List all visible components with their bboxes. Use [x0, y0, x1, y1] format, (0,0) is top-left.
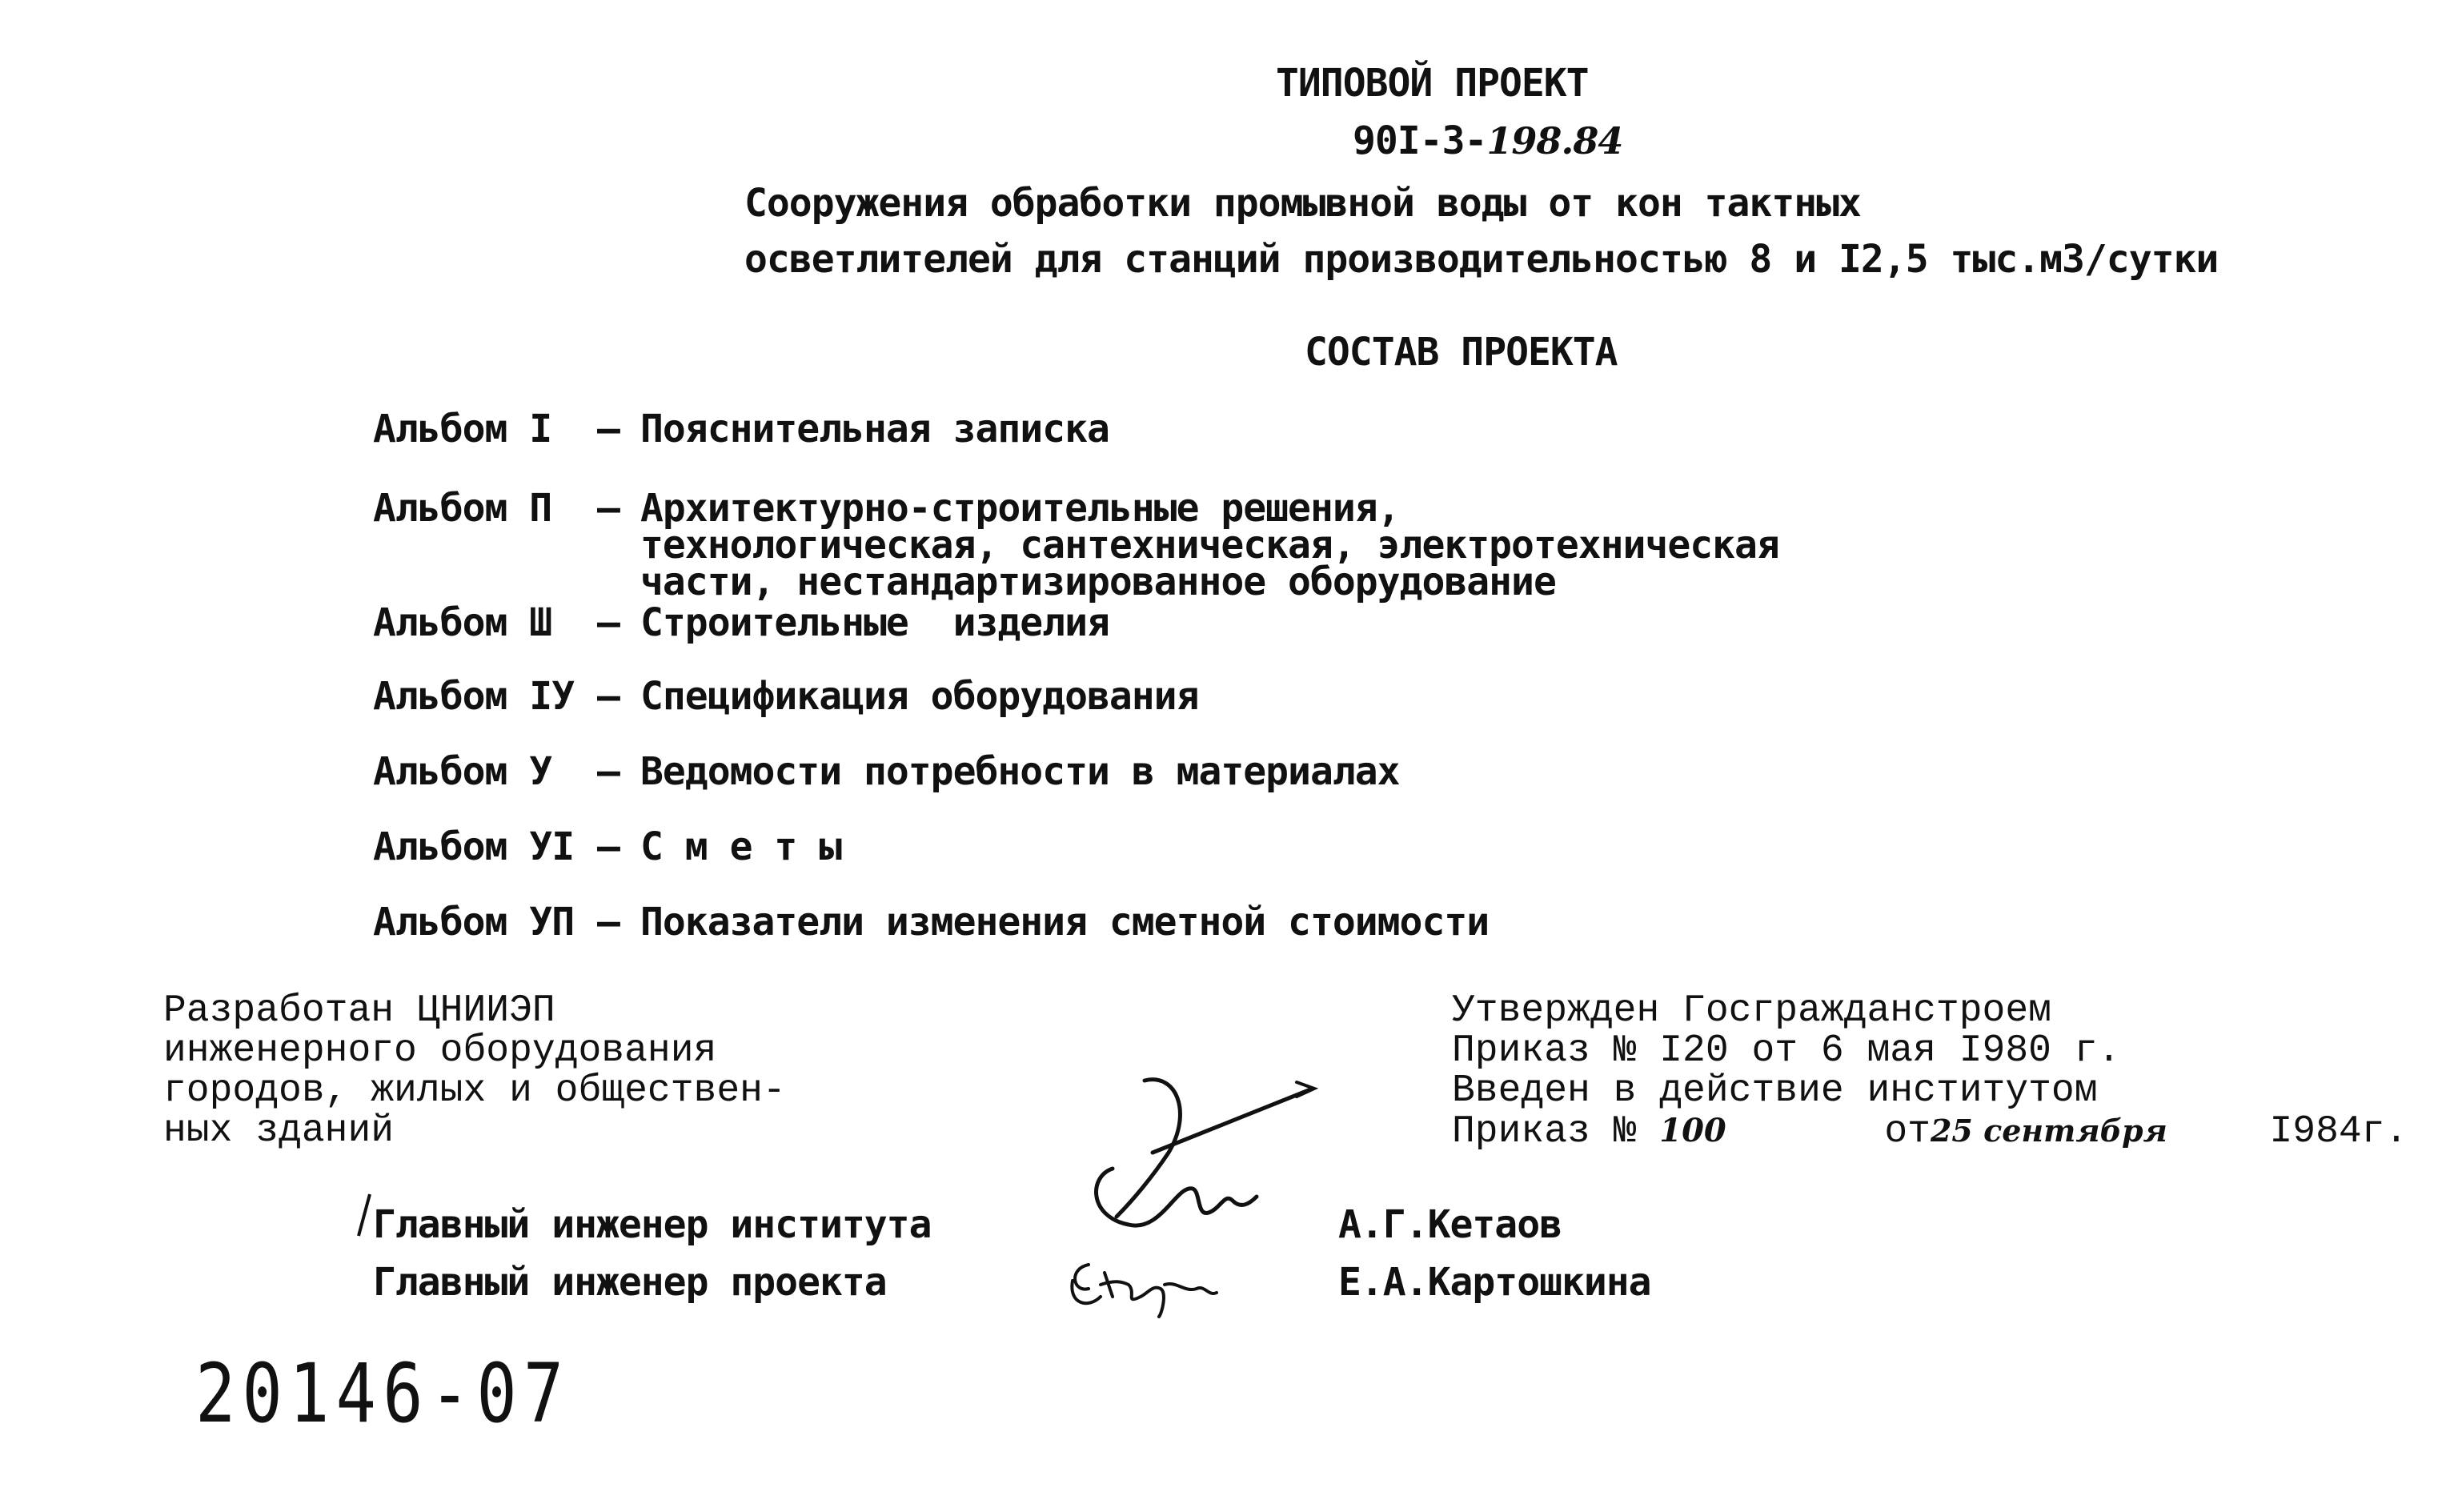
- developer-line: ных зданий: [163, 1109, 395, 1153]
- approval-line-order: [1452, 1111, 2408, 1152]
- order-number-handwritten: 100: [1659, 1112, 1726, 1149]
- album-row-3: [373, 600, 1109, 645]
- album-description: Строительные изделия: [640, 600, 1109, 645]
- signature-name-1: А.Г.Кетаов: [1338, 1202, 1562, 1247]
- album-label: Альбом I: [373, 407, 552, 451]
- album-label: Альбом Ш: [373, 600, 552, 645]
- contents-heading: СОСТАВ ПРОЕКТА: [1305, 330, 1618, 375]
- signature-role-1: Главный инженер института: [373, 1202, 932, 1247]
- album-dash: –: [597, 407, 620, 451]
- album-row-4: [373, 674, 1199, 719]
- project-number: [1353, 118, 1622, 163]
- album-row-2: [373, 486, 1779, 604]
- order-prefix: Приказ №: [1452, 1110, 1637, 1153]
- album-description: Пояснительная записка: [640, 407, 1109, 451]
- order-from: от: [1884, 1110, 1931, 1153]
- approval-line: Приказ № I20 от 6 мая I980 г.: [1452, 1029, 2121, 1073]
- developer-line: Разработан ЦНИИЭП: [163, 989, 555, 1033]
- developer-line: городов, жилых и обществен-: [163, 1069, 786, 1113]
- album-description: Показатели изменения сметной стоимости: [640, 900, 1490, 944]
- tick-mark: [352, 1191, 376, 1242]
- album-description: Спецификация оборудования: [640, 674, 1199, 719]
- album-label: Альбом УI: [373, 824, 575, 869]
- signature-chief-engineer-project: [1065, 1249, 1225, 1321]
- project-number-handwritten: 198.84: [1486, 119, 1623, 162]
- album-row-5: [373, 749, 1400, 794]
- order-year: I984г.: [2269, 1110, 2408, 1153]
- album-label: Альбом П: [373, 486, 552, 531]
- project-number-prefix: 90I-3-: [1353, 118, 1487, 163]
- album-label: Альбом IУ: [373, 674, 575, 719]
- album-label: Альбом У: [373, 749, 552, 794]
- album-dash: –: [597, 600, 620, 645]
- signature-chief-engineer-institute: [1057, 1065, 1321, 1257]
- album-row-1: [373, 407, 1109, 451]
- album-description: Ведомости потребности в материалах: [640, 749, 1400, 794]
- album-dash: –: [597, 824, 620, 869]
- album-description: Архитектурно-строительные решения, технологическая, сантехническая, электротехническая части, нестандартизированное оборудование: [640, 486, 1779, 604]
- developer-line: инженерного оборудования: [163, 1029, 717, 1073]
- album-description: С м е т ы: [640, 824, 842, 869]
- album-dash: –: [597, 674, 620, 719]
- project-description-line2: осветлителей для станций производительностью 8 и I2,5 тыс.м3/сутки: [744, 237, 2219, 282]
- developer-block: [163, 991, 786, 1151]
- approval-line: Введен в действие институтом: [1452, 1069, 2098, 1113]
- album-row-6: [373, 824, 842, 869]
- approval-line: Утвержден Госгражданстроем: [1452, 989, 2051, 1033]
- album-row-7: [373, 900, 1490, 944]
- album-dash: –: [597, 486, 620, 531]
- signature-role-2: Главный инженер проекта: [373, 1260, 887, 1305]
- album-dash: –: [597, 900, 620, 944]
- order-date-handwritten: 25 сентября: [1930, 1113, 2167, 1149]
- album-dash: –: [597, 749, 620, 794]
- document-title: ТИПОВОЙ ПРОЕКТ: [1276, 61, 1589, 106]
- approval-block: [1452, 991, 2408, 1152]
- project-description-line1: Сооружения обработки промывной воды от кон тактных: [744, 181, 1861, 226]
- signature-name-2: Е.А.Картошкина: [1338, 1260, 1651, 1305]
- album-label: Альбом УП: [373, 900, 575, 944]
- archive-number-stamp: 20146-07: [195, 1346, 571, 1442]
